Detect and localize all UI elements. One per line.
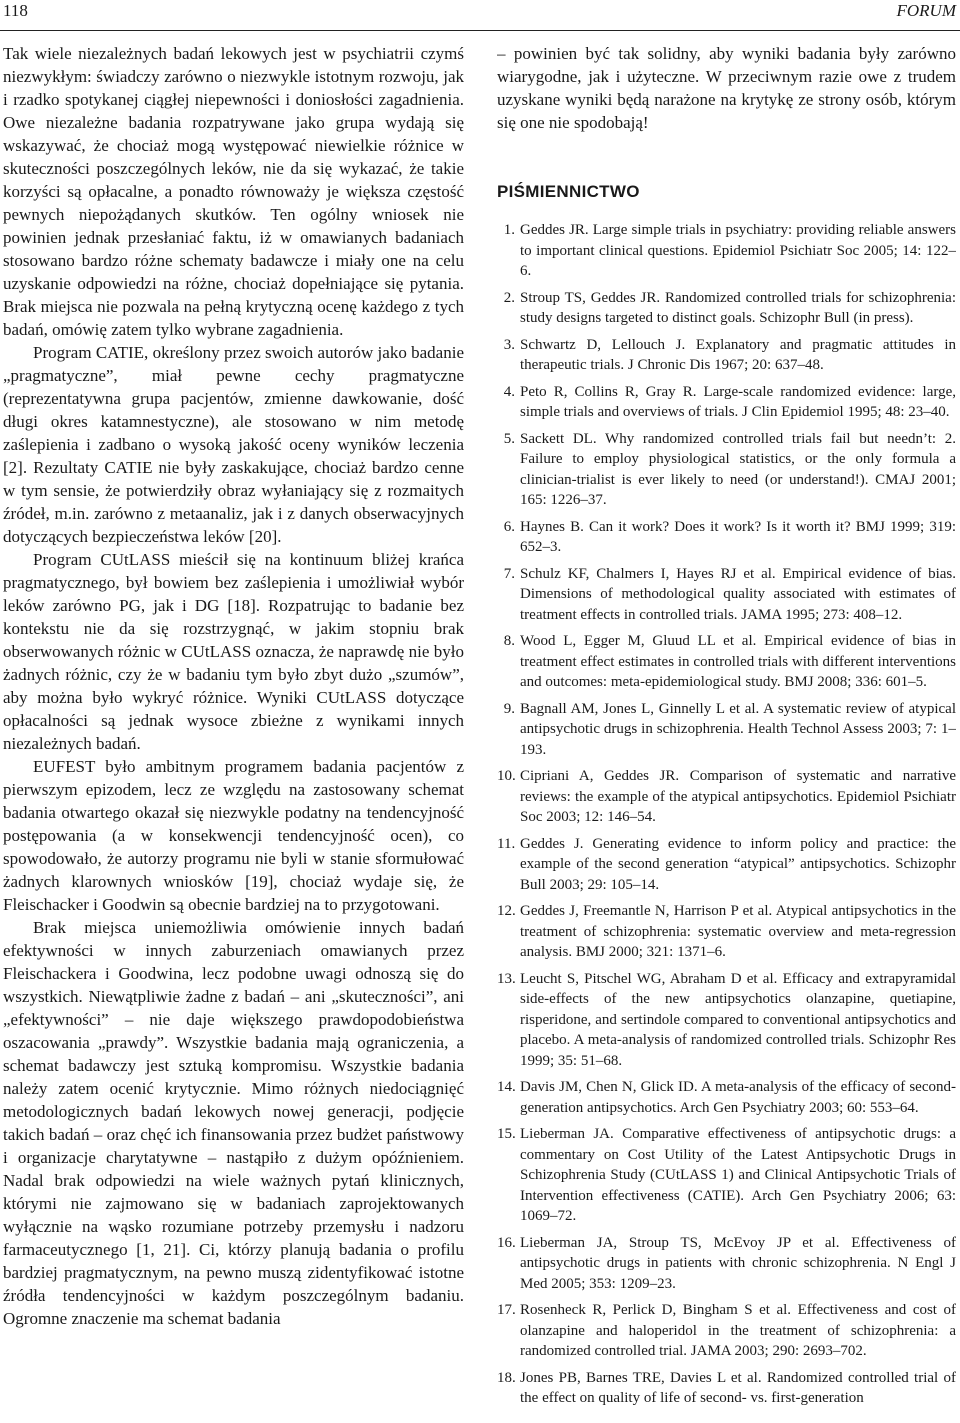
reference-text: Bagnall AM, Jones L, Ginnelly L et al. A systematic review of atypical antipsychotic drugs in schizophrenia. Health Technol Assess 2003; 7: 1–193. — [520, 700, 956, 758]
reference-item — [497, 699, 956, 761]
reference-text: Geddes JR. Large simple trials in psychiatry: providing reliable answers to important clinical questions. Epidemiol Psichiatr Soc 2005; 14: 122–6. — [520, 222, 956, 279]
reference-item — [497, 969, 956, 1072]
reference-number: 2. — [503, 289, 515, 306]
reference-number: 4. — [503, 383, 515, 400]
reference-number: 16. — [497, 1234, 516, 1251]
body-paragraph: Program CUtLASS mieścił się na kontinuum bliżej krańca pragmatycznego, był bowiem bez zaślepienia i umożliwiał wybór leków zarówno PG, jak i DG [18]. Rozpatrując to badanie bez kontekstu nie da się rozstrzygnąć, w jakim stopniu brak obserwowanych różnic w CUtLASS oznacza, że naprawdę nie było żadnych różnic, czy że w badaniu tym było zbyt dużo „szumów”, aby można było wykryć różnice. Wyniki CUtLASS dotyczące opłacalności są jednak wysoce zbieżne z wynikami innych niezależnych badań. — [3, 550, 464, 753]
reference-text: Davis JM, Chen N, Glick ID. A meta-analysis of the efficacy of second-generation antipsychotics. Arch Gen Psychiatry 2003; 60: 553–64. — [520, 1079, 956, 1116]
reference-item — [497, 1300, 956, 1362]
reference-item — [497, 429, 956, 511]
body-paragraph: Tak wiele niezależnych badań lekowych jest w psychiatrii czymś niezwykłym: świadczy zarówno o niezwykle istotnym rozwoju, jak i rzadko spotykanej ciągłej niepewności i doniosłości zagadnienia. Owe niezależne badania rozpatrywane jako grupa wydają się wskazywać, że chociaż mogą występować niewielkie różnice w skuteczności poszczególnych leków, nie da się wykazać, że takie korzyści są opłacalne, a ponadto równoważy je większa częstość pewnych niepożądanych skutków. Ten ogólny wniosek nie powinien jednak przesłaniać faktu, iż w omawianych badaniach stosowano bardzo różne schematy badawcze i miały one na celu uzyskanie odpowiedzi na różne, chociaż dopełniające się pytania. Brak miejsca nie pozwala na pełną krytyczną ocenę każdego z tych badań, omówię zatem tylko wybrane zagadnienia. — [3, 44, 464, 339]
reference-item — [497, 834, 956, 896]
reference-number: 13. — [497, 970, 516, 987]
right-column — [497, 42, 956, 1423]
reference-text: Schwartz D, Lellouch J. Explanatory and pragmatic attitudes in therapeutic trials. J Chronic Dis 1967; 20: 637–48. — [520, 336, 956, 373]
reference-item — [497, 1368, 956, 1409]
reference-number: 1. — [503, 222, 515, 238]
reference-text: Sackett DL. Why randomized controlled trials fail but needn’t: 2. Failure to employ physiological statistics, or the only formula a clinician-trialist is ever likely to need (or understand!). CMAJ 2001; 165: 1226–37. — [520, 430, 956, 508]
reference-text: Stroup TS, Geddes JR. Randomized controlled trials for schizophrenia: study designs targeted to distinct goals. Schizophr Bull (in press). — [520, 289, 956, 326]
references-list — [497, 220, 956, 1409]
reference-text: Jones PB, Barnes TRE, Davies L et al. Randomized controlled trial of the effect on quality of life of second- vs. first-generation — [520, 1369, 956, 1406]
reference-number: 5. — [503, 430, 515, 447]
reference-item — [497, 220, 956, 282]
reference-text: Lieberman JA, Stroup TS, McEvoy JP et al. Effectiveness of antipsychotic drugs in patients with chronic schizophrenia. N Engl J Med 2005; 353: 1209–23. — [520, 1234, 956, 1292]
body-paragraph: EUFEST było ambitnym programem badania pacjentów z pierwszym epizodem, lecz ze względu na zastosowany schemat badania otwartego okazał się niezwykle podatny na tendencyjność postępowania (a w konsekwencji tendencyjność ocen), co spowodowało, że autorzy programu nie byli w stanie sformułować żadnych klarownych wniosków [19], chociaż wydaje się, że Fleischacker i Goodwin są obecnie bardziej na to przygotowani. — [3, 757, 464, 914]
reference-text: Schulz KF, Chalmers I, Hayes RJ et al. Empirical evidence of bias. Dimensions of methodological quality associated with estimates of treatment effects in controlled trials. JAMA 1995; 273: 408–12. — [520, 565, 956, 623]
page-number: 118 — [3, 1, 28, 20]
body-paragraph: Brak miejsca uniemożliwia omówienie innych badań efektywności w innych zaburzeniach omawianych przez Fleischackera i Goodwina, lecz podobne uwagi odnoszą się do wszystkich. Niewątpliwie żadne z badań – ani „skuteczności”, ani „efektywności” – nie daje większego prawdopodobieństwa oszacowania „prawdy”. Wszystkie badania mają ograniczenia, a schemat badawczy jest sztuką kompromisu. Wszystkie badania należy zatem ocenić krytycznie. Mimo różnych niedociągnięć metodologicznych badań lekowych nowej generacji, podjęcie takich badań – oraz chęć ich finansowania przez budżet państwowy i organizacje charytatywne – nastąpiło z dużym opóźnieniem. Nadal brak odpowiedzi na wiele ważnych pytań klinicznych, którymi nie zajmowano się w badaniach zaprojektowanych wyłącznie na wąsko rozumiane potrzeby przemysłu i nadzoru farmaceutycznego [1, 21]. Ci, którzy planują badania o profilu bardziej pragmatycznym, na pewno muszą zidentyfikować istotne źródła tendencyjności w każdym poszczególnym badaniu. Ogromne znaczenie ma schemat badania — [3, 918, 464, 1328]
reference-text: Wood L, Egger M, Gluud LL et al. Empirical evidence of bias in treatment effect estimates in controlled trials with different interventions and outcomes: meta-epidemiological study. BMJ 2008; 336: 601–5. — [520, 633, 956, 690]
reference-number: 15. — [497, 1126, 516, 1142]
reference-item — [497, 382, 956, 423]
reference-number: 12. — [497, 903, 516, 919]
reference-text: Geddes J, Freemantle N, Harrison P et al. Atypical antipsychotics in the treatment of schizophrenia: systematic overview and meta-regression analysis. BMJ 2000; 321: 1371–6. — [520, 903, 956, 960]
page-header — [0, 0, 960, 31]
reference-text: Haynes B. Can it work? Does it work? Is it worth it? BMJ 1999; 319: 652–3. — [520, 518, 956, 555]
reference-number: 11. — [497, 835, 516, 852]
reference-item — [497, 564, 956, 626]
reference-item — [497, 335, 956, 376]
reference-text: Cipriani A, Geddes JR. Comparison of systematic and narrative reviews: the example of the atypical antipsychotics. Epidemiol Psichiatr Soc 2003; 12: 146–54. — [520, 768, 956, 825]
body-paragraph: Program CATIE, określony przez swoich autorów jako badanie „pragmatyczne”, miał pewne cechy pragmatyczne (reprezentatywna grupa pacjentów, zmienne dawkowanie, dość długi okres katamnestyczne), ale stosowano w nim metodę zaślepienia i zadbano o wysoką jakość oceny wyników leczenia [2]. Rezultaty CATIE nie były zaskakujące, chociaż bardzo cenne w tym sensie, że potwierdziły obraz wyłaniający się z rozmaitych źródeł, m.in. zarówno z metaanaliz, jak i z danych obserwacyjnych dotyczących bezpieczeństwa leków [20]. — [3, 343, 464, 546]
reference-number: 8. — [503, 633, 515, 649]
reference-number: 3. — [503, 336, 515, 353]
reference-item — [497, 1233, 956, 1295]
reference-number: 7. — [503, 565, 515, 582]
reference-text: Geddes J. Generating evidence to inform policy and practice: the example of the second generation “atypical” antipsychotics. Schizophr Bull 2003; 29: 105–14. — [520, 835, 956, 893]
left-column — [3, 42, 464, 1423]
journal-name: FORUM — [896, 1, 956, 20]
reference-item — [497, 901, 956, 963]
reference-item — [497, 288, 956, 329]
reference-item — [497, 517, 956, 558]
references-heading: PIŚMIENNICTWO — [497, 182, 640, 201]
reference-item — [497, 766, 956, 828]
reference-text: Rosenheck R, Perlick D, Bingham S et al. Effectiveness and cost of olanzapine and haloperidol in the treatment of schizophrenia: a randomized controlled trial. JAMA 2003; 290: 2693–702. — [520, 1302, 956, 1359]
reference-number: 9. — [503, 700, 515, 717]
body-paragraph-continued: – powinien być tak solidny, aby wyniki badania były zarówno wiarygodne, jak i użyteczne. W przeciwnym razie owe z trudem uzyskane wyniki będą narażone na krytykę ze strony osób, którym się one nie spodobają! — [497, 44, 956, 132]
reference-item — [497, 631, 956, 693]
reference-number: 18. — [497, 1369, 516, 1386]
reference-text: Peto R, Collins R, Gray R. Large-scale randomized evidence: large, simple trials and overviews of trials. J Clin Epidemiol 1995; 48: 23–40. — [520, 383, 956, 420]
reference-item — [497, 1124, 956, 1227]
reference-number: 10. — [497, 768, 516, 784]
reference-text: Lieberman JA. Comparative effectiveness of antipsychotic drugs: a commentary on Cost Utility of the Latest Antipsychotic Drugs in Schizophrenia Study (CUtLASS 1) and Clinical Antipsychotic Trials of Intervention effectiveness (CATIE). Arch Gen Psychiatry 2006; 63: 1069–72. — [520, 1126, 956, 1224]
reference-number: 17. — [497, 1302, 516, 1318]
reference-number: 6. — [503, 518, 515, 535]
reference-item — [497, 1077, 956, 1118]
reference-number: 14. — [497, 1079, 516, 1095]
reference-text: Leucht S, Pitschel WG, Abraham D et al. Efficacy and extrapyramidal side-effects of the new antipsychotics olanzapine, quetiapine, risperidone, and sertindole compared to conventional antipsychotics and placebo. A meta-analysis of randomized controlled trials. Schizophr Res 1999; 35: 51–68. — [520, 970, 956, 1069]
